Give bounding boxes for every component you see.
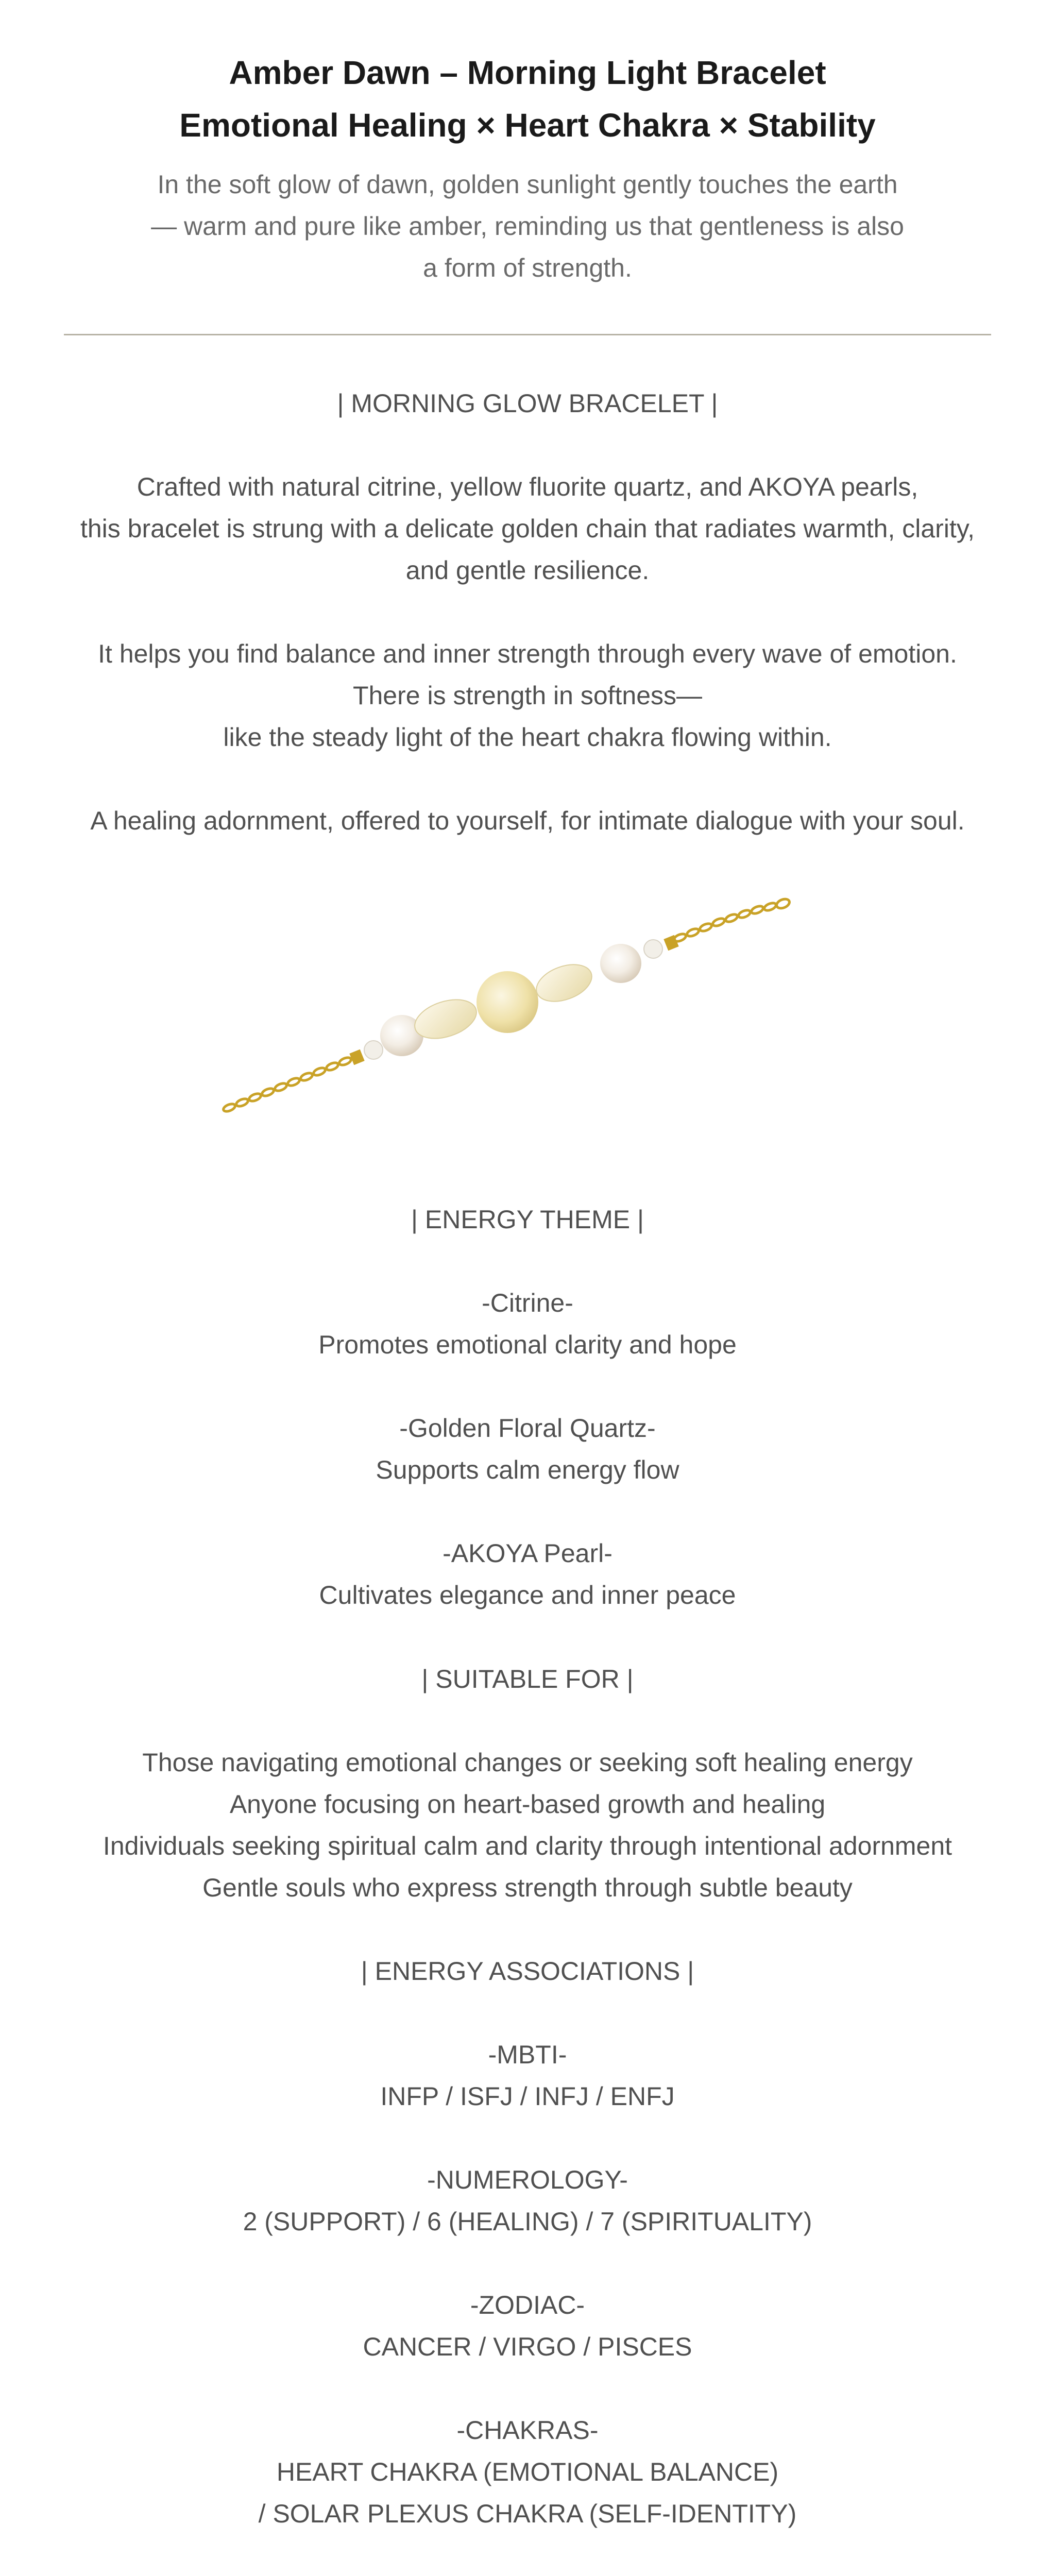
gold-spacer [349,1049,364,1065]
section-heading: | MORNING GLOW BRACELET | [337,389,718,418]
subtitle-line: — warm and pure like amber, reminding us that gentleness is also [151,212,904,241]
citrine-center [477,971,538,1033]
paragraph-line: A healing adornment, offered to yourself, for intimate dialogue with your soul. [90,806,965,835]
association-label: -NUMEROLOGY- [427,2165,628,2194]
list-item: Individuals seeking spiritual calm and clarity through intentional adornment [103,1832,952,1860]
association-label: -ZODIAC- [470,2291,585,2319]
stone-name: -Citrine- [482,1289,573,1317]
section-heading: | ENERGY ASSOCIATIONS | [361,1957,694,1986]
subtitle-line: In the soft glow of dawn, golden sunlight gently touches the earth [157,170,898,199]
energy-item-pearl [31,1533,1024,1616]
paragraph-line: and gentle resilience. [405,556,650,585]
suitable-for-list [31,1742,1024,1909]
chain-left [223,1056,352,1113]
association-label: -CHAKRAS- [456,2416,599,2445]
association-value: CANCER / VIRGO / PISCES [363,2332,692,2361]
association-chakras [31,2410,1024,2535]
association-mbti [31,2034,1024,2117]
product-title [0,46,1055,151]
association-value: / SOLAR PLEXUS CHAKRA (SELF-IDENTITY) [258,2499,797,2528]
title-line-2: Emotional Healing × Heart Chakra × Stability [179,107,876,144]
association-value: 2 (SUPPORT) / 6 (HEALING) / 7 (SPIRITUALITY) [243,2207,812,2236]
chain-right [673,897,791,943]
stone-description: Promotes emotional clarity and hope [318,1330,737,1359]
energy-item-quartz [31,1408,1024,1491]
glow-paragraph-3 [31,800,1024,842]
bracelet-image [216,896,845,1133]
association-numerology [31,2159,1024,2243]
stone-name: -AKOYA Pearl- [443,1539,612,1568]
subtitle-line: a form of strength. [423,253,632,282]
pearl-right [600,944,641,983]
energy-theme-heading [31,1199,1024,1241]
paragraph-line: Crafted with natural citrine, yellow fluorite quartz, and AKOYA pearls, [137,472,918,501]
glow-heading [31,383,1024,425]
list-item: Anyone focusing on heart-based growth and healing [229,1790,826,1819]
paragraph-line: It helps you find balance and inner strength through every wave of emotion. [98,639,957,668]
list-item: Those navigating emotional changes or seeking soft healing energy [142,1748,913,1777]
section-heading: | ENERGY THEME | [411,1205,644,1234]
section-divider [64,334,991,335]
intro-subtitle [124,164,931,289]
paragraph-line: There is strength in softness— [352,681,703,710]
glow-paragraph-1 [31,466,1024,591]
stone-name: -Golden Floral Quartz- [399,1414,656,1443]
stone-description: Supports calm energy flow [376,1455,679,1484]
association-label: -MBTI- [488,2040,567,2069]
section-heading: | SUITABLE FOR | [421,1665,634,1693]
list-item: Gentle souls who express strength through subtle beauty [202,1873,853,1902]
associations-heading [31,1951,1024,1992]
glow-paragraph-2 [31,633,1024,758]
stone-description: Cultivates elegance and inner peace [319,1581,736,1609]
paragraph-line: this bracelet is strung with a delicate golden chain that radiates warmth, clarity, [80,514,975,543]
paragraph-line: like the steady light of the heart chakra flowing within. [223,723,832,752]
association-value: INFP / ISFJ / INFJ / ENFJ [380,2082,675,2111]
title-line-1: Amber Dawn – Morning Light Bracelet [229,54,826,91]
association-value: HEART CHAKRA (EMOTIONAL BALANCE) [276,2458,779,2486]
association-zodiac [31,2284,1024,2368]
energy-item-citrine [31,1282,1024,1366]
suitable-for-heading [31,1658,1024,1700]
